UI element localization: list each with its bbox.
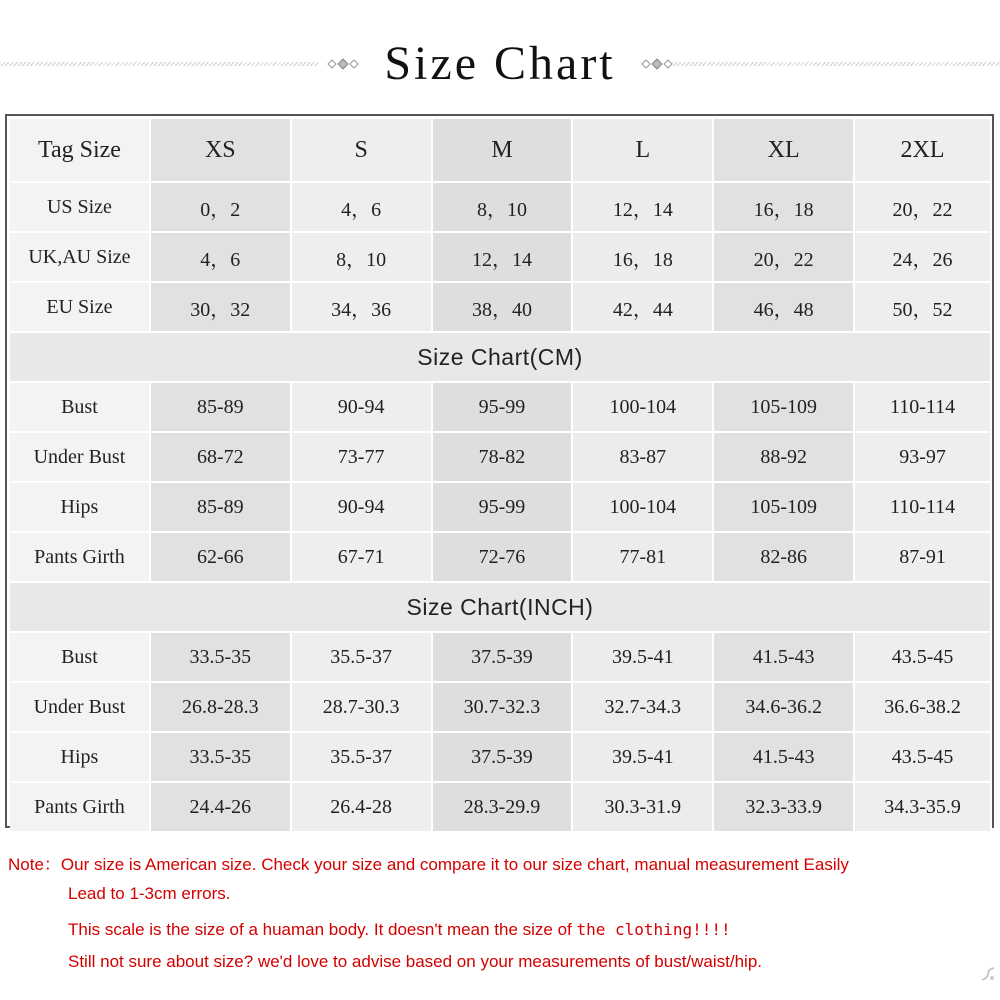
table-cell: 35.5-37 [292,733,433,783]
table-cell: 16，18 [714,183,855,233]
table-cell: 105-109 [714,383,855,433]
table-cell: 43.5-45 [855,733,992,783]
table-cell: 37.5-39 [433,733,574,783]
corner-ornament-icon [980,966,996,982]
table-cell: 67-71 [292,533,433,583]
table-cell: 12，14 [573,183,714,233]
header-row [10,119,992,183]
table-cell: 37.5-39 [433,633,574,683]
table-cell: 8，10 [433,183,574,233]
table-row [10,683,992,733]
table-cell: 41.5-43 [714,633,855,683]
table-cell: 41.5-43 [714,733,855,783]
table-cell: 28.7-30.3 [292,683,433,733]
table-row [10,183,992,233]
title-rule-right [672,62,1000,66]
row-label: Bust [10,383,151,433]
row-label: Pants Girth [10,783,151,833]
table-cell: 16，18 [573,233,714,283]
table-cell: 78-82 [433,433,574,483]
table-cell: 26.4-28 [292,783,433,833]
table-cell: 4，6 [292,183,433,233]
note-line-4: Still not sure about size? we'd love to advise based on your measurements of bust/waist/hip. [68,952,763,971]
title-area [0,28,1000,98]
table-row [10,283,992,333]
table-cell: 110-114 [855,383,992,433]
table-cell: 68-72 [151,433,292,483]
table-cell: 90-94 [292,483,433,533]
table-cell: 30，32 [151,283,292,333]
table-row [10,233,992,283]
diamond-ornament-icon [326,58,360,70]
note-line-2: Lead to 1-3cm errors. [68,884,231,903]
title-rule-left [0,62,318,66]
table-row [10,433,992,483]
table-cell: 30.3-31.9 [573,783,714,833]
table-cell: 36.6-38.2 [855,683,992,733]
table-cell: 95-99 [433,383,574,433]
section-title: Size Chart(CM) [10,333,992,383]
table-cell: 28.3-29.9 [433,783,574,833]
table-cell: 2XL [855,119,992,183]
table-cell: 100-104 [573,483,714,533]
table-cell: 38，40 [433,283,574,333]
table-cell: 62-66 [151,533,292,583]
note-line-3-emphasis: the clothing!!!! [576,920,731,939]
table-cell: 105-109 [714,483,855,533]
table-cell: 35.5-37 [292,633,433,683]
table-cell: M [433,119,574,183]
row-label: Hips [10,483,151,533]
table-cell: L [573,119,714,183]
table-cell: 83-87 [573,433,714,483]
table-cell: 12，14 [433,233,574,283]
table-cell: 0，2 [151,183,292,233]
note-line-3 [68,920,731,940]
table-cell: 42，44 [573,283,714,333]
table-row [10,633,992,683]
section-title: Size Chart(INCH) [10,583,992,633]
diamond-ornament-icon [640,58,674,70]
table-cell: 33.5-35 [151,633,292,683]
page-title: Size Chart [384,37,616,90]
row-label: EU Size [10,283,151,333]
size-table [10,119,992,833]
row-label: Bust [10,633,151,683]
row-label: Hips [10,733,151,783]
table-row [10,783,992,833]
table-cell: 32.7-34.3 [573,683,714,733]
table-row [10,533,992,583]
table-cell: 26.8-28.3 [151,683,292,733]
table-cell: 46，48 [714,283,855,333]
table-cell: 110-114 [855,483,992,533]
table-cell: 85-89 [151,483,292,533]
table-cell: 95-99 [433,483,574,533]
table-cell: 88-92 [714,433,855,483]
note-line-1: Note：Our size is American size. Check your size and compare it to our size chart, manual measurement Easily [8,855,849,874]
table-cell: 34，36 [292,283,433,333]
table-cell: 4，6 [151,233,292,283]
table-cell: 87-91 [855,533,992,583]
table-cell: 50，52 [855,283,992,333]
table-cell: 8，10 [292,233,433,283]
table-cell: 93-97 [855,433,992,483]
table-cell: 85-89 [151,383,292,433]
table-cell: 39.5-41 [573,733,714,783]
table-cell: 32.3-33.9 [714,783,855,833]
table-cell: 20，22 [714,233,855,283]
table-cell: 90-94 [292,383,433,433]
inch-section-header [10,583,992,633]
row-label: Under Bust [10,683,151,733]
table-row [10,383,992,433]
table-cell: XL [714,119,855,183]
table-cell: 77-81 [573,533,714,583]
table-cell: 20，22 [855,183,992,233]
table-cell: 34.6-36.2 [714,683,855,733]
note-line-3-text: This scale is the size of a huaman body. It doesn't mean the size of [68,920,577,939]
table-row [10,483,992,533]
table-cell: 24，26 [855,233,992,283]
table-cell: 43.5-45 [855,633,992,683]
row-label: Under Bust [10,433,151,483]
table-cell: 24.4-26 [151,783,292,833]
row-label: UK,AU Size [10,233,151,283]
table-cell: 82-86 [714,533,855,583]
table-cell: 30.7-32.3 [433,683,574,733]
table-cell: 33.5-35 [151,733,292,783]
table-cell: 73-77 [292,433,433,483]
cm-section-header [10,333,992,383]
row-label: Pants Girth [10,533,151,583]
size-chart-table [5,114,994,828]
table-cell: 34.3-35.9 [855,783,992,833]
row-label: US Size [10,183,151,233]
table-cell: XS [151,119,292,183]
table-row [10,733,992,783]
table-cell: 100-104 [573,383,714,433]
table-cell: 39.5-41 [573,633,714,683]
table-cell: 72-76 [433,533,574,583]
table-cell: S [292,119,433,183]
row-label: Tag Size [10,119,151,183]
